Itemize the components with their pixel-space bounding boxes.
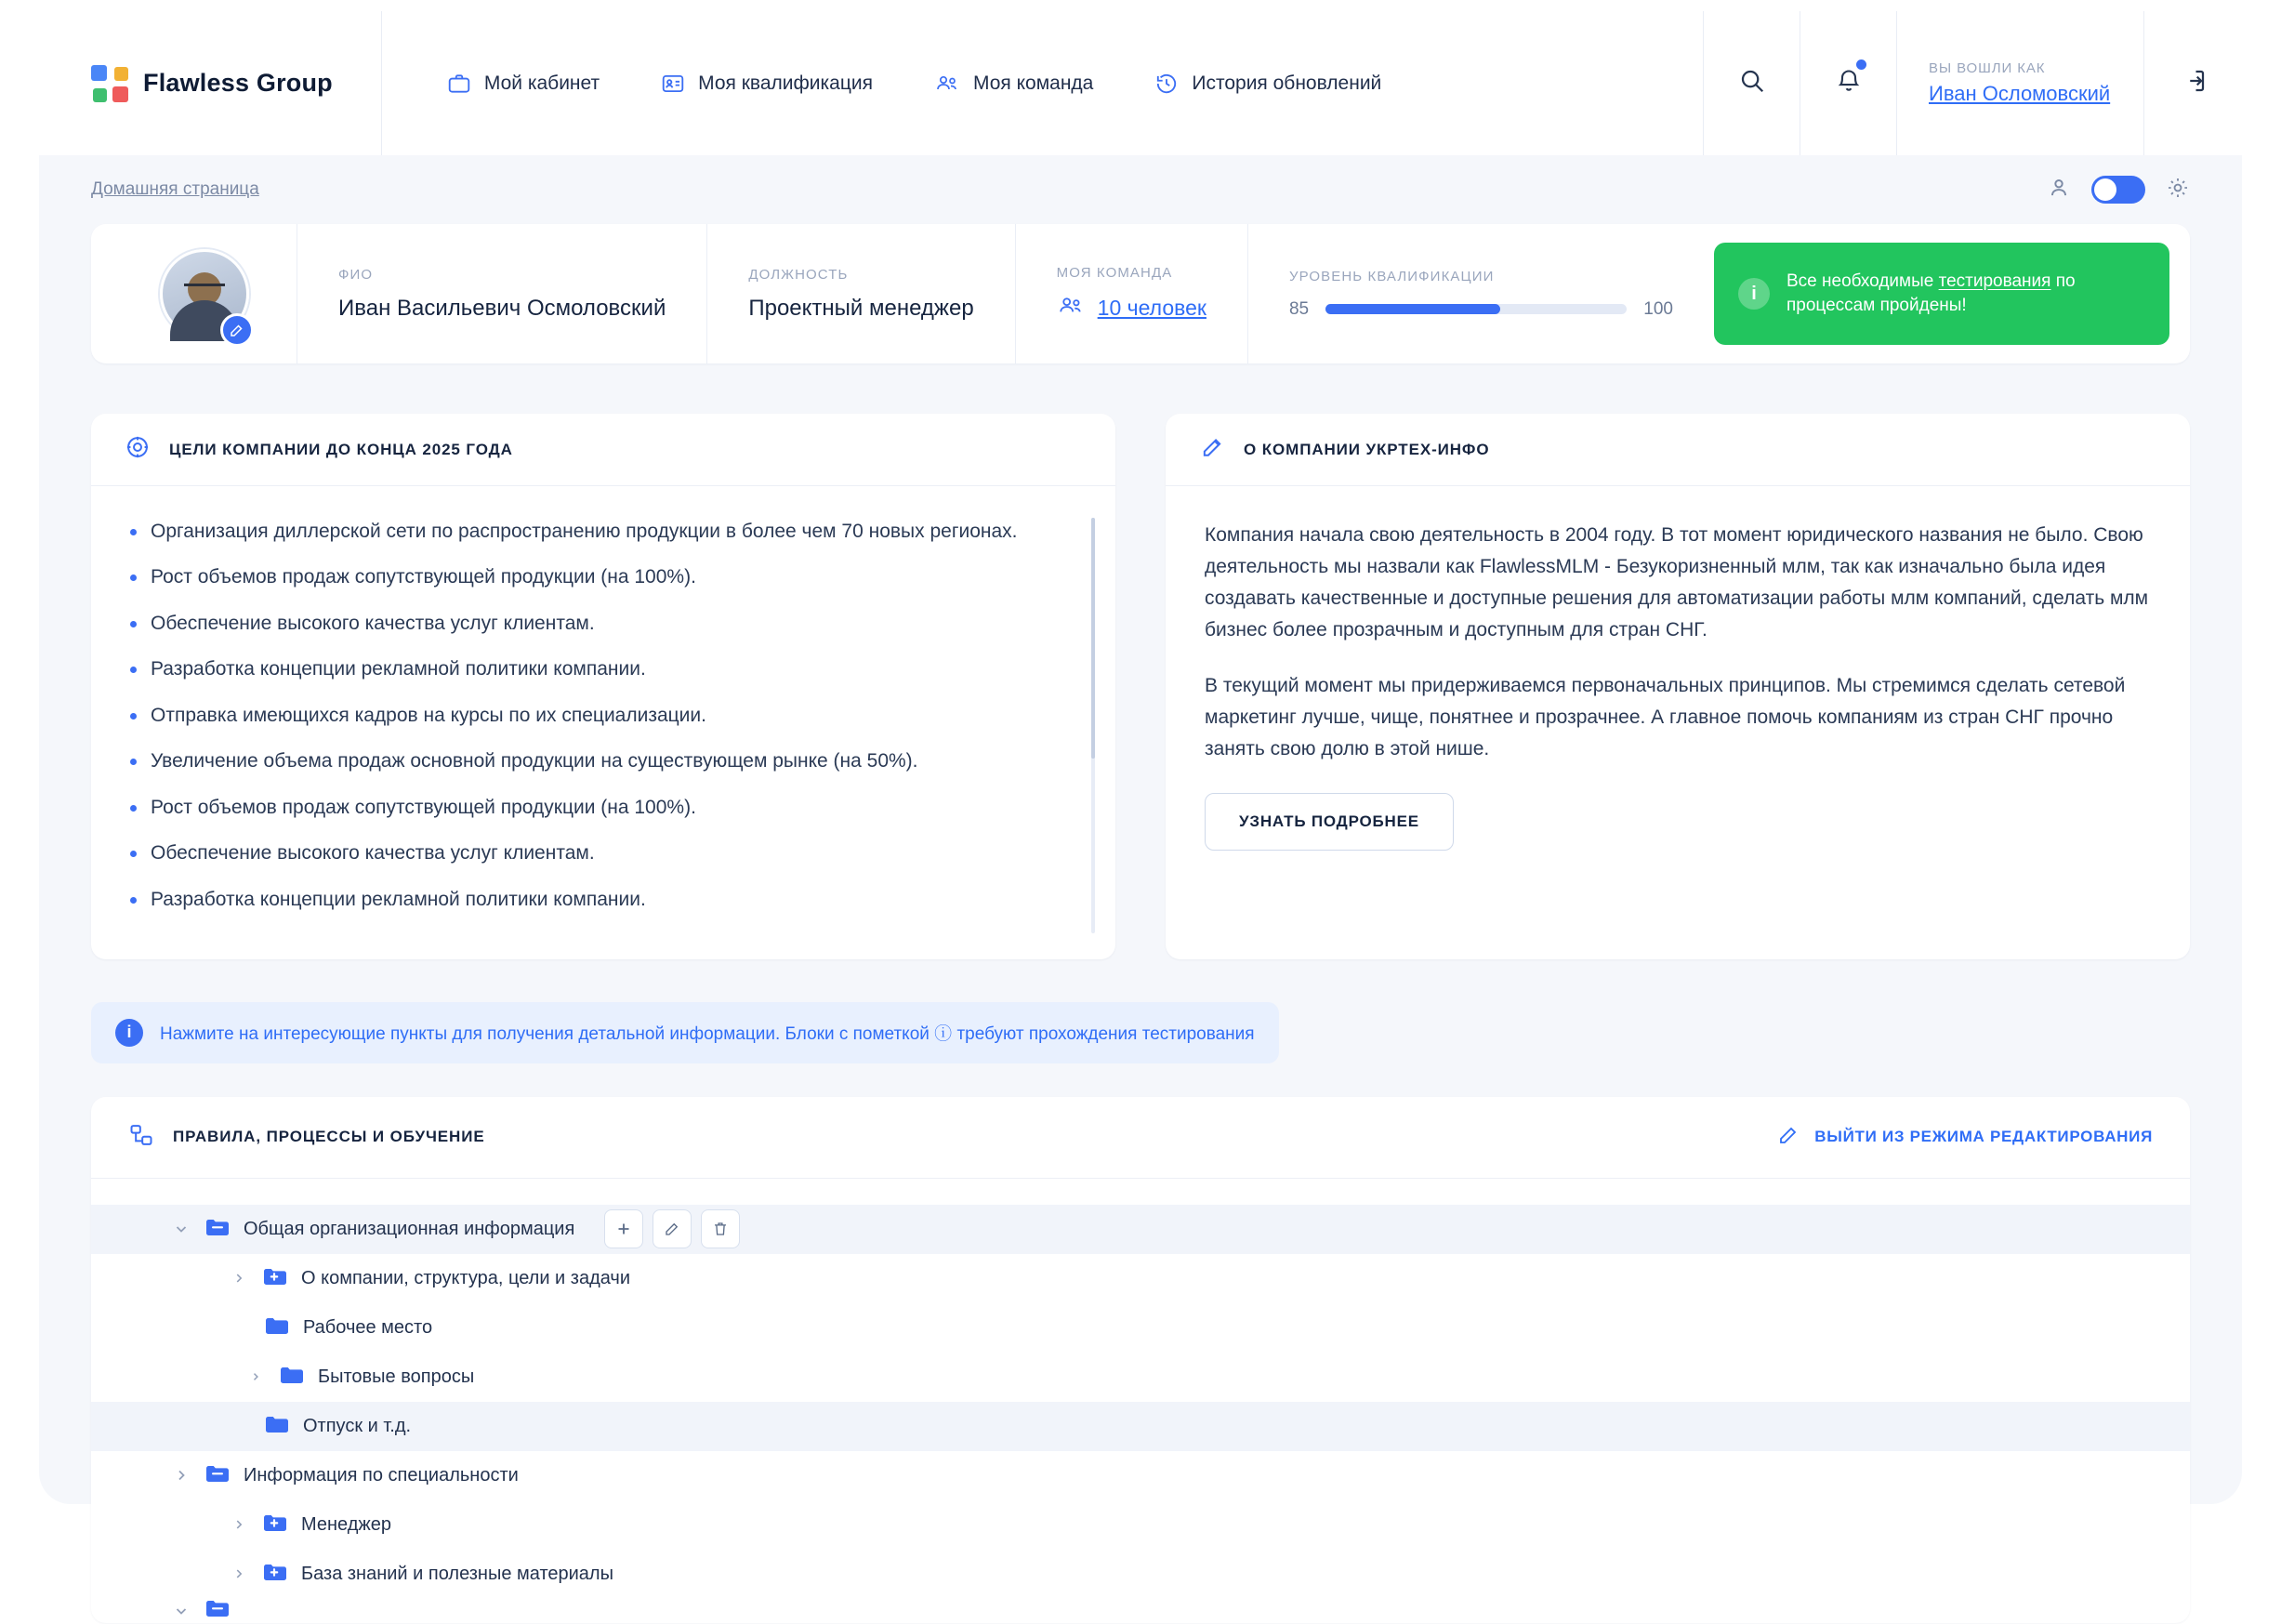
learn-more-button[interactable]: УЗНАТЬ ПОДРОБНЕЕ <box>1205 793 1454 851</box>
logout-button[interactable] <box>2143 11 2242 155</box>
scrollbar[interactable] <box>1091 518 1095 933</box>
tests-link[interactable]: тестирования <box>1938 271 2051 292</box>
tree-row-household-questions[interactable] <box>91 1353 2190 1402</box>
nav-item-update-history[interactable] <box>1128 11 1407 155</box>
list-item[interactable]: Обеспечение высокого качества услуг клиентам. <box>125 610 1082 638</box>
nav-tools <box>1703 11 2242 155</box>
tree-row-label: Менеджер <box>301 1513 392 1535</box>
tree-row-label: Отпуск и т.д. <box>303 1415 412 1436</box>
tree-row-label: Информация по специальности <box>244 1464 519 1485</box>
tree-row-label: Рабочее место <box>303 1316 433 1338</box>
avatar-cell <box>112 224 297 363</box>
search-button[interactable] <box>1703 11 1800 155</box>
notification-dot <box>1856 59 1866 70</box>
tree-row-partial[interactable] <box>91 1599 2190 1623</box>
goals-list-container <box>91 486 1115 959</box>
profile-field-position <box>707 224 1015 363</box>
tree-row-manager[interactable] <box>91 1500 2190 1550</box>
tree-top-spacer <box>91 1179 2190 1205</box>
history-icon <box>1154 72 1179 96</box>
nav-item-my-team[interactable] <box>908 11 1119 155</box>
rules-processes-training-card <box>91 1097 2190 1623</box>
chevron-right-icon[interactable] <box>229 1272 249 1285</box>
top-navigation-bar <box>39 11 2242 155</box>
company-goals-card <box>91 414 1115 959</box>
trash-icon[interactable] <box>701 1209 740 1248</box>
tree-row-workplace[interactable] <box>91 1303 2190 1353</box>
nav-item-my-cabinet[interactable] <box>421 11 626 155</box>
list-item[interactable]: Рост объемов продаж сопутствующей продукции (на 100%). <box>125 563 1082 591</box>
breadcrumb[interactable]: Домашняя страница <box>91 179 259 199</box>
about-company-card <box>1166 414 2190 959</box>
qualification-caption: УРОВЕНЬ КВАЛИФИКАЦИИ <box>1288 268 1495 284</box>
chevron-right-icon[interactable] <box>229 1518 249 1531</box>
users-icon <box>934 72 960 96</box>
tree-row-vacation[interactable] <box>91 1402 2190 1451</box>
structure-icon <box>128 1122 154 1153</box>
edit-pencil-icon[interactable] <box>220 313 254 347</box>
field-value: Иван Васильевич Осмоловский <box>338 295 666 321</box>
current-user-name[interactable]: Иван Осломовский <box>1929 82 2111 105</box>
logout-icon <box>2180 67 2208 99</box>
view-mode-toggle[interactable] <box>2091 176 2145 204</box>
chevron-right-icon[interactable] <box>245 1371 266 1382</box>
folder-icon <box>279 1364 305 1391</box>
team-icon <box>1057 294 1085 323</box>
about-paragraph: Компания начала свою деятельность в 2004 году. В тот момент юридического названия не было. Свою деятельность мы назвали как FlawlessMLM - Безукоризненный млм, так как изначально была идея создавать качественные и доступные решения для автоматизации работы млм компаний, сделать млм бизнес более прозрачным и доступным для стран СНГ. <box>1205 524 2149 641</box>
list-item[interactable]: Рост объемов продаж сопутствующей продукции (на 100%). <box>125 794 1082 822</box>
bell-icon <box>1836 68 1862 99</box>
folder-icon <box>264 1413 290 1440</box>
tree-row-label: Бытовые вопросы <box>318 1366 475 1387</box>
about-paragraph: В текущий момент мы придерживаемся первоначальных принципов. Мы стремимся сделать сетевой маркетинг лучше, чище, понятнее и прозрачнее. А главное помочь компаниям из стран СНГ прочно занять свою долю в этой нише. <box>1205 675 2126 760</box>
card-title: ПРАВИЛА, ПРОЦЕССЫ И ОБУЧЕНИЕ <box>173 1128 485 1146</box>
tree-row-label: О компании, структура, цели и задачи <box>301 1267 631 1288</box>
hint-banner <box>91 1002 1279 1063</box>
nav-item-label: Моя команда <box>972 72 1094 94</box>
progress-track <box>1325 304 1627 314</box>
goals-list <box>125 518 1082 914</box>
field-value: Проектный менеджер <box>748 295 974 321</box>
folder-plus-icon <box>262 1512 288 1538</box>
tree-row-about-company[interactable] <box>91 1254 2190 1303</box>
target-icon <box>125 434 151 465</box>
qualification-min: 85 <box>1288 298 1310 319</box>
status-badge-text: Все необходимые тестирования по процессам пройдены! <box>1787 271 2076 315</box>
person-icon[interactable] <box>2047 176 2071 205</box>
qualification-max: 100 <box>1643 298 1673 319</box>
list-item[interactable]: Разработка концепции рекламной политики компании. <box>125 655 1082 683</box>
profile-summary-bar <box>91 224 2190 363</box>
pen-icon <box>1199 434 1225 465</box>
folder-icon <box>204 1462 231 1489</box>
chevron-right-icon[interactable] <box>171 1468 191 1483</box>
nav-item-label: История обновлений <box>1192 72 1382 94</box>
folder-plus-icon <box>262 1561 288 1588</box>
breadcrumb-row <box>39 155 2242 224</box>
edit-icon[interactable] <box>653 1209 692 1248</box>
card-title: О КОМПАНИИ УКРТЕХ-ИНФО <box>1244 440 1490 458</box>
about-body <box>1166 486 2190 888</box>
folder-icon <box>204 1597 231 1624</box>
tree-row-label: База знаний и полезные материалы <box>301 1563 613 1584</box>
team-value <box>1057 294 1206 323</box>
folder-icon <box>204 1216 231 1243</box>
briefcase-icon <box>447 72 471 96</box>
info-icon: i <box>115 1019 143 1047</box>
card-title: ЦЕЛИ КОМПАНИИ ДО КОНЦА 2025 ГОДА <box>169 440 513 458</box>
field-caption: МОЯ КОМАНДА <box>1056 265 1173 281</box>
chevron-down-icon[interactable] <box>171 1221 191 1236</box>
nav-links <box>382 11 1703 155</box>
profile-field-fio <box>297 224 707 363</box>
list-item[interactable]: Увеличение объема продаж основной продукции на существующем рынке (на 50%). <box>125 747 1082 775</box>
add-icon[interactable] <box>604 1209 643 1248</box>
nav-item-label: Мой кабинет <box>483 72 600 94</box>
card-header <box>1166 414 2190 486</box>
card-header <box>91 1097 2190 1179</box>
card-header-left <box>128 1122 485 1153</box>
content-wrap <box>39 224 2242 1623</box>
list-item[interactable]: Разработка концепции рекламной политики компании. <box>125 886 1082 914</box>
search-icon <box>1738 67 1766 99</box>
id-card-icon <box>661 72 685 96</box>
list-item[interactable]: Отправка имеющихся кадров на курсы по их специализации. <box>125 702 1082 730</box>
qualification-level <box>1248 224 1714 363</box>
tree-row-actions <box>604 1209 740 1248</box>
tree-row-knowledge-base[interactable] <box>91 1550 2190 1599</box>
view-controls <box>2047 176 2190 205</box>
field-caption: ДОЛЖНОСТЬ <box>748 266 849 283</box>
tree-row-general-info[interactable] <box>91 1205 2190 1254</box>
chevron-right-icon[interactable] <box>229 1567 249 1580</box>
list-item[interactable]: Организация диллерской сети по распространению продукции в более чем 70 новых регионах. <box>125 518 1082 546</box>
list-item[interactable]: Обеспечение высокого качества услуг клиентам. <box>125 839 1082 867</box>
tree-row-specialty-info[interactable] <box>91 1451 2190 1500</box>
folder-plus-icon <box>262 1265 288 1292</box>
team-link[interactable]: 10 человек <box>1097 296 1206 320</box>
field-caption: ФИО <box>338 266 374 283</box>
pencil-icon <box>1777 1124 1800 1151</box>
app-window <box>39 11 2242 1584</box>
notifications-button[interactable] <box>1800 11 1896 155</box>
hint-text: Нажмите на интересующие пункты для получения детальной информации. Блоки с пометкой ⓘ требуют прохождения тестирования <box>160 1024 1255 1045</box>
nav-item-label: Моя квалификация <box>698 72 873 94</box>
info-cards-row <box>91 414 2190 959</box>
brand-name: Flawless Group <box>143 69 333 97</box>
nav-item-my-qualification[interactable] <box>635 11 899 155</box>
brand-logo[interactable] <box>39 11 382 155</box>
folder-icon <box>264 1314 290 1341</box>
chevron-down-icon[interactable] <box>171 1604 191 1618</box>
info-icon: i <box>1738 278 1770 310</box>
current-user-caption: ВЫ ВОШЛИ КАК <box>1929 60 2046 76</box>
exit-edit-mode-button[interactable] <box>1777 1124 2153 1151</box>
current-user[interactable] <box>1896 11 2143 155</box>
status-badge-tests-passed <box>1714 243 2169 345</box>
qualification-progress <box>1289 299 1673 320</box>
profile-field-team <box>1016 224 1248 363</box>
exit-edit-mode-label: ВЫЙТИ ИЗ РЕЖИМА РЕДАКТИРОВАНИЯ <box>1814 1128 2153 1146</box>
flawless-logo-icon <box>91 65 128 102</box>
tree-row-label: Общая организационная информация <box>244 1218 575 1239</box>
gear-icon[interactable] <box>2166 176 2190 205</box>
card-header <box>91 414 1115 486</box>
